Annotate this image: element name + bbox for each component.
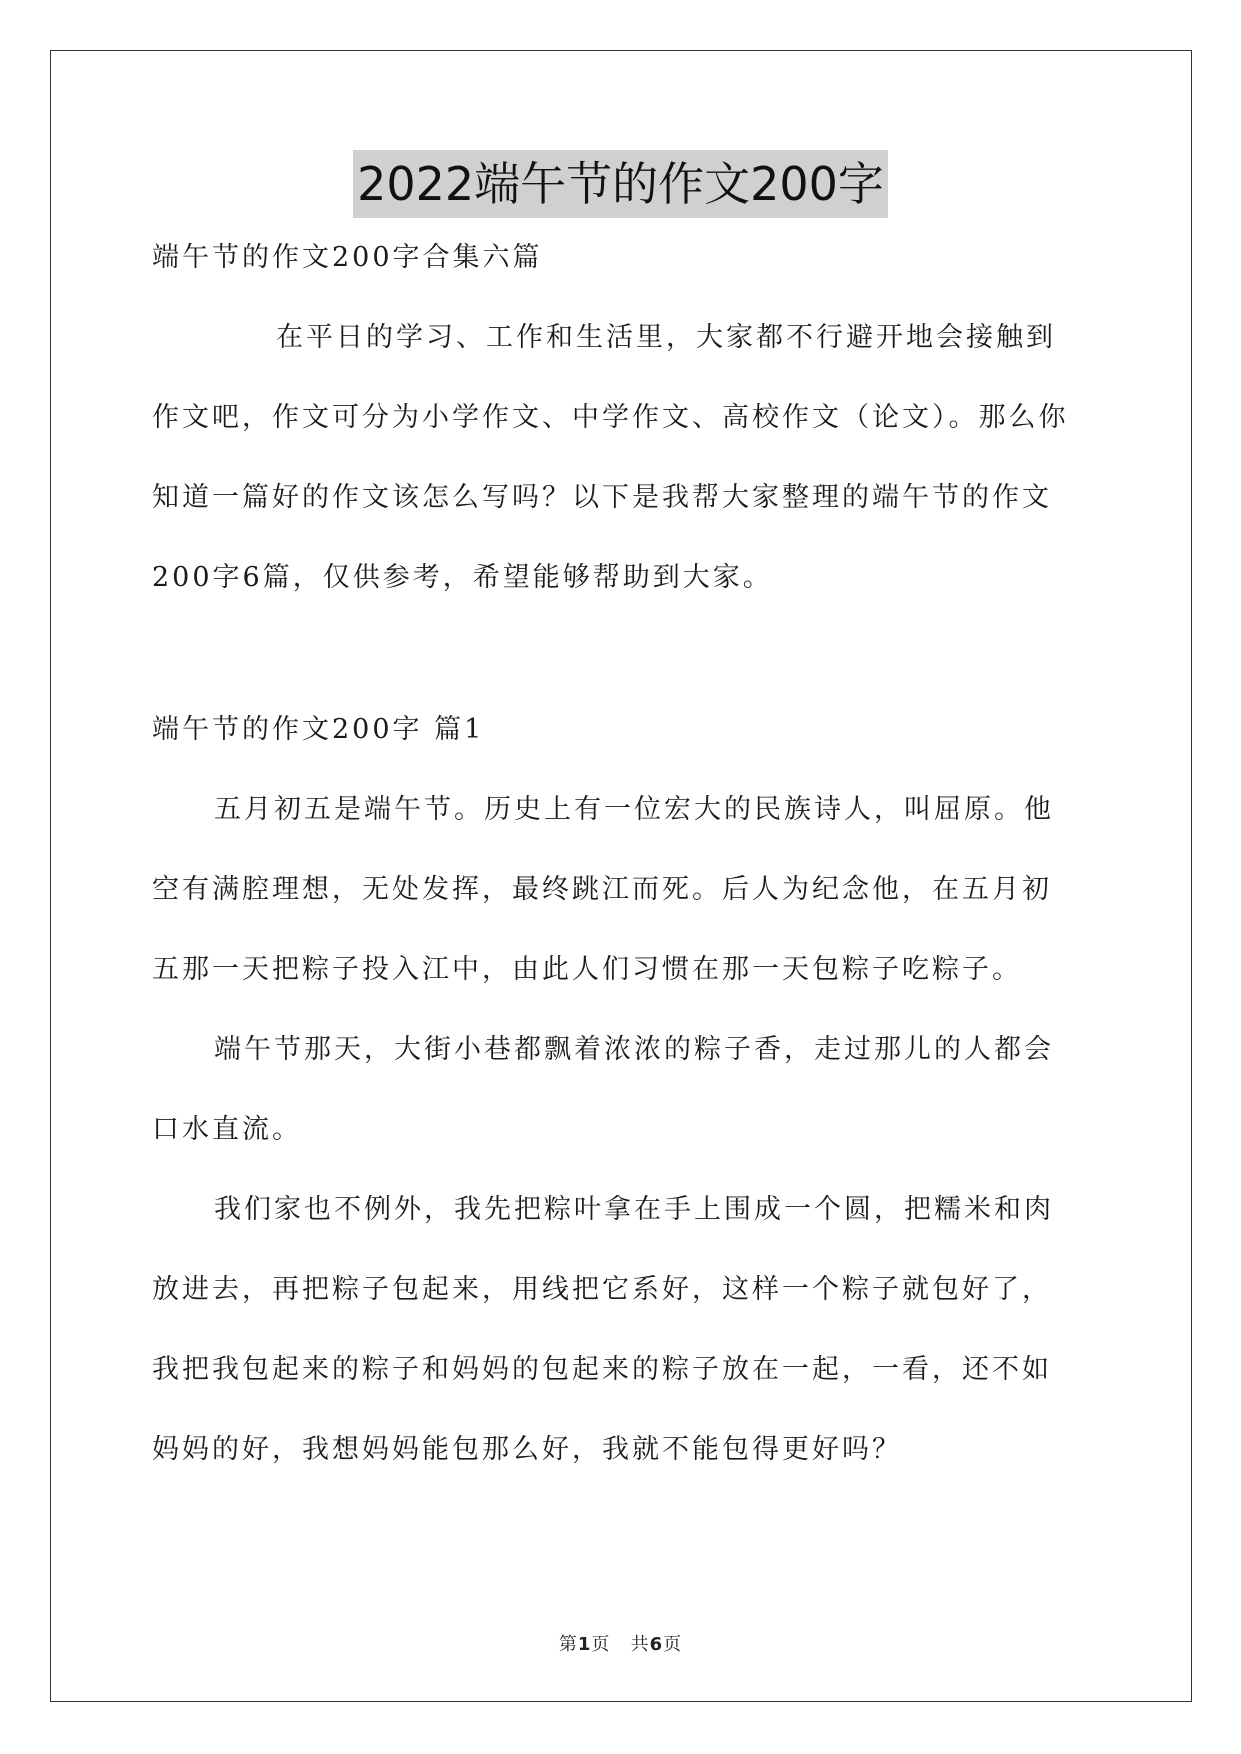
document-subtitle: 端午节的作文200字合集六篇 [152, 242, 543, 273]
paragraph-line: 五月初五是端午节。历史上有一位宏大的民族诗人，叫屈原。他 [214, 794, 1054, 825]
page-number: 1 [577, 1634, 592, 1655]
paragraph-line: 我们家也不例外，我先把粽叶拿在手上围成一个圆，把糯米和肉 [214, 1194, 1054, 1225]
total-pages: 6 [649, 1634, 664, 1655]
section-gap [152, 636, 1092, 708]
intro-line: 在平日的学习、工作和生活里，大家都不行避开地会接触到 [276, 322, 1056, 353]
paragraph-line: 端午节那天，大街小巷都飘着浓浓的粽子香，走过那儿的人都会 [214, 1034, 1054, 1065]
paragraph-line: 口水直流。 [152, 1114, 302, 1145]
document-title: 2022端午节的作文200字 [353, 150, 888, 218]
intro-line: 知道一篇好的作文该怎么写吗？以下是我帮大家整理的端午节的作文 [152, 482, 1052, 513]
paragraph-line: 放进去，再把粽子包起来，用线把它系好，这样一个粽子就包好了， [152, 1274, 1052, 1305]
title-area [0, 150, 1241, 218]
document-body [152, 236, 1092, 1508]
paragraph-line: 妈妈的好，我想妈妈能包那么好，我就不能包得更好吗？ [152, 1434, 902, 1465]
intro-line: 200字6篇，仅供参考，希望能够帮助到大家。 [152, 562, 773, 593]
footer-total-suffix: 页 [663, 1634, 683, 1655]
page-footer [0, 1630, 1241, 1656]
footer-prefix: 第 [558, 1634, 578, 1655]
paragraph-line: 五那一天把粽子投入江中，由此人们习惯在那一天包粽子吃粽子。 [152, 954, 1022, 985]
paragraph-line: 我把我包起来的粽子和妈妈的包起来的粽子放在一起，一看，还不如 [152, 1354, 1052, 1385]
intro-line: 作文吧，作文可分为小学作文、中学作文、高校作文（论文）。那么你 [152, 402, 1069, 433]
footer-total-prefix: 共 [630, 1634, 650, 1655]
paragraph-line: 空有满腔理想，无处发挥，最终跳江而死。后人为纪念他，在五月初 [152, 874, 1052, 905]
footer-page-suffix: 页 [591, 1634, 611, 1655]
section-heading: 端午节的作文200字 篇1 [152, 714, 485, 745]
